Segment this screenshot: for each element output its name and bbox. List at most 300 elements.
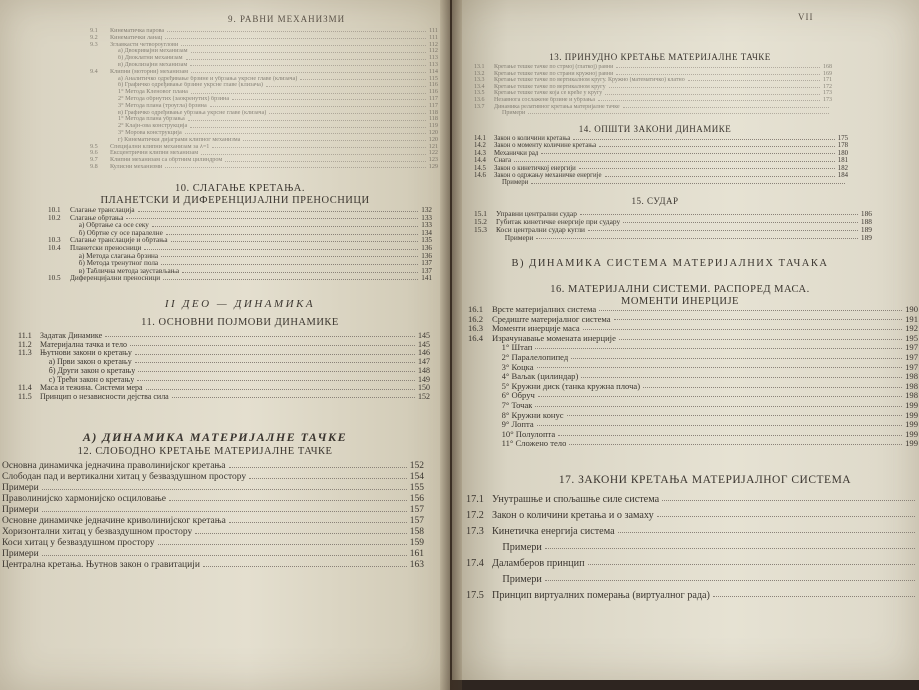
toc-entry <box>90 89 438 96</box>
toc-entry <box>90 144 438 151</box>
book-gutter <box>440 0 462 690</box>
toc-entry-page: 121 <box>428 142 438 150</box>
dot-leader <box>558 434 902 436</box>
toc-entry-page: 114 <box>428 67 438 75</box>
toc-entry-title: Врсте материјалних система <box>492 305 597 314</box>
toc-entry-number: 11.5 <box>18 391 32 401</box>
toc-entry-page: 148 <box>418 365 430 375</box>
dot-leader <box>169 499 407 501</box>
toc-entry <box>474 142 848 149</box>
toc-entry-title: с) Трећи закон о кретању <box>48 375 135 384</box>
toc-entry <box>48 260 432 268</box>
dot-leader <box>531 182 845 184</box>
toc-entry-title: Примери <box>502 574 542 585</box>
toc-entry-page: 146 <box>418 348 430 358</box>
dot-leader <box>232 98 426 100</box>
toc-entry <box>474 77 832 84</box>
toc-entry-title: 2° Паралелопипед <box>501 353 569 362</box>
toc-entry <box>468 411 918 421</box>
toc-entry <box>2 538 424 549</box>
running-head: 9. РАВНИ МЕХАНИЗМИ <box>228 14 346 24</box>
toc-entry-number: 14.5 <box>474 164 486 172</box>
toc-entry-number: 15.1 <box>474 209 487 218</box>
toc-entry-number: 10.2 <box>48 213 61 222</box>
toc-entry <box>90 110 438 117</box>
dot-leader <box>190 64 426 66</box>
toc-entry <box>474 218 872 226</box>
toc-entry-title: а) Аналитичко одређивање брзине и убрзања укрсне главе (клизача) <box>118 75 298 82</box>
toc-entry-title: Примери <box>502 179 529 187</box>
dot-leader <box>623 106 829 108</box>
section-10-title-line-1: 10. СЛАГАЊЕ КРЕТАЊА. <box>175 183 305 194</box>
toc-entry-page: 199 <box>905 438 918 449</box>
toc-entry-page: 111 <box>429 33 438 41</box>
dot-leader <box>619 338 902 340</box>
toc-entry-title: Принцип о независности дејства сила <box>40 392 169 401</box>
toc-entry-page: 155 <box>409 483 424 493</box>
dot-leader <box>171 240 419 242</box>
toc-entry <box>90 96 438 103</box>
toc-entry-page: 136 <box>421 244 432 252</box>
toc-entry-number: 13.5 <box>474 90 485 97</box>
toc-entry-page: 157 <box>409 505 424 515</box>
toc-entry-page: 152 <box>418 391 430 401</box>
dot-leader <box>713 595 915 597</box>
toc-entry-number: 14.2 <box>474 142 486 150</box>
dot-leader <box>135 361 415 363</box>
dot-leader <box>42 554 407 556</box>
toc-entry-title: Задатак Динамике <box>40 332 103 340</box>
toc-entry-page: 178 <box>837 142 848 150</box>
toc-entry-title: б) Други закон о кретању <box>48 366 136 375</box>
toc-entry-number: 11.1 <box>18 331 32 340</box>
dot-leader <box>545 547 915 549</box>
toc-entry-page: 135 <box>421 236 432 245</box>
subpart-a-title: А) ДИНАМИКА МАТЕРИЈАЛНЕ ТАЧКЕ <box>82 430 348 444</box>
toc-entry-title: Примери <box>504 234 534 242</box>
toc-entry-title: Примери <box>502 110 526 117</box>
toc-entry <box>474 97 832 104</box>
toc-entry-page: 199 <box>905 419 918 430</box>
toc-entry-title: Губитак кинетичке енергије при судару <box>496 218 621 226</box>
toc-entry-title: 1° Штап <box>501 343 533 353</box>
dot-leader <box>545 579 915 581</box>
toc-entry-page: 137 <box>421 266 432 275</box>
dot-leader <box>212 146 425 148</box>
toc-entry <box>48 215 432 223</box>
toc-entry-title: Коси централни судар кугли <box>496 226 585 234</box>
toc-entry <box>18 332 430 341</box>
toc-entry-title: б) Графичко одређивање брзине укрсне главе (клизача) <box>118 82 263 89</box>
toc-entry-title: Коси хитац у безваздушном простору <box>2 538 155 548</box>
dot-leader <box>144 248 418 250</box>
dot-leader <box>137 379 415 381</box>
toc-entry-page: 152 <box>409 461 424 471</box>
toc-entry <box>90 150 438 157</box>
toc-entry-page: 181 <box>837 157 848 165</box>
toc-entry-title: Закон о моменту количине кретања <box>494 142 597 150</box>
dot-leader <box>203 565 407 567</box>
toc-entry-page: 173 <box>823 97 832 103</box>
toc-entry <box>48 230 432 238</box>
toc-entry-page: 199 <box>905 409 918 420</box>
toc-entry-page: 198 <box>905 390 918 401</box>
toc-entry-page: 197 <box>905 352 918 362</box>
toc-entry <box>90 116 438 123</box>
toc-entry-title: 1° Метода плана убрзања <box>118 116 185 123</box>
toc-entry-title: Кретање тешке тачке по стрмој (глаткој) равни <box>494 64 614 70</box>
toc-entry-page: 113 <box>428 61 438 68</box>
toc-entry-number: 15.3 <box>474 225 487 234</box>
toc-entry <box>474 64 832 71</box>
toc-entry-page: 186 <box>860 209 872 218</box>
toc-entry-page: 154 <box>409 472 424 482</box>
section-13-title: 13. ПРИНУДНО КРЕТАЊЕ МАТЕРИЈАЛНЕ ТАЧКЕ <box>549 52 771 62</box>
toc-entry <box>466 588 918 604</box>
toc-entry-number: 9.4 <box>90 67 98 75</box>
toc-entry <box>468 363 918 373</box>
dot-leader <box>537 424 902 426</box>
toc-entry <box>90 103 438 110</box>
toc-entry-number: 10.4 <box>48 244 61 252</box>
toc-entry <box>2 461 424 472</box>
toc-entry-page: 188 <box>860 217 872 226</box>
page-number: VII <box>798 12 814 22</box>
toc-entry-title: Даламберов принцип <box>492 558 585 569</box>
toc-entry-title: Закон о кинетичкој енергији <box>494 164 576 172</box>
toc-entry <box>90 62 438 69</box>
toc-entry-number: 13.2 <box>474 70 485 77</box>
toc-entry <box>90 82 438 89</box>
toc-entry-title: в) Двоклизајни механизам <box>118 62 188 68</box>
toc-entry-page: 145 <box>418 339 430 349</box>
dot-leader <box>599 309 902 311</box>
toc-entry <box>474 84 832 91</box>
dot-leader <box>535 347 902 349</box>
toc-entry-number: 16.4 <box>468 332 484 343</box>
toc-entry <box>474 104 832 111</box>
dot-leader <box>165 166 425 168</box>
toc-entry-page: 134 <box>421 228 432 237</box>
toc-entry-title: Кулисни механизми <box>110 164 163 170</box>
toc-entry-number: 14.6 <box>474 172 486 179</box>
dot-leader <box>186 58 426 60</box>
toc-entry <box>18 358 430 367</box>
toc-entry <box>90 76 438 83</box>
subpart-b-title: В) ДИНАМИКА СИСТЕМА МАТЕРИЈАЛНИХ ТАЧАКА <box>511 258 829 269</box>
toc-entry <box>2 494 424 505</box>
toc-entry-page: 145 <box>418 331 430 340</box>
toc-entry <box>468 343 918 353</box>
section-14-title: 14. ОПШТИ ЗАКОНИ ДИНАМИКЕ <box>578 124 732 134</box>
dot-leader <box>165 37 426 39</box>
toc-entry-page: 169 <box>823 70 832 77</box>
dot-leader <box>569 443 902 445</box>
section-16-title-line-2: МОМЕНТИ ИНЕРЦИЈЕ <box>621 296 739 307</box>
toc-entry <box>18 376 430 385</box>
dot-leader <box>528 112 829 114</box>
dot-leader <box>616 66 820 68</box>
toc-entry-title: Слагање транслације и обртања <box>70 237 168 245</box>
dot-leader <box>541 152 834 154</box>
dot-leader <box>609 86 820 88</box>
toc-entry <box>90 28 438 35</box>
toc-entry <box>474 165 848 172</box>
toc-entry-page: 173 <box>823 90 832 97</box>
toc-entry <box>90 123 438 130</box>
toc-entry-title: Динамика релативног кретања материјалне тачке <box>494 103 620 110</box>
toc-entry <box>48 237 432 245</box>
toc-entry-title: Хоризонтални хитац у безваздушном простору <box>2 527 193 537</box>
toc-entry-number: 17.2 <box>466 510 484 521</box>
dot-leader <box>158 543 407 545</box>
toc-entry-number: 13.7 <box>474 103 485 110</box>
toc-entry <box>468 382 918 392</box>
toc-entry-title: Примери <box>2 549 39 559</box>
toc-entry <box>474 210 872 218</box>
toc-entry-page: 197 <box>905 342 918 353</box>
toc-entry <box>474 150 848 157</box>
toc-entry-number: 10.5 <box>48 274 61 283</box>
dot-leader <box>598 99 820 101</box>
toc-entry-title: Принцип виртуалних померања (виртуалног рада) <box>492 590 710 601</box>
dot-leader <box>588 563 915 565</box>
toc-entry <box>90 48 438 55</box>
dot-leader <box>152 225 418 227</box>
toc-entry-page: 195 <box>905 332 918 343</box>
toc-entry-number: 9.6 <box>90 149 98 157</box>
toc-entry-page: 192 <box>905 323 918 334</box>
dot-leader <box>243 139 425 141</box>
toc-entry-title: Механички рад <box>494 149 539 157</box>
dot-leader <box>662 499 915 501</box>
toc-entry-page: 150 <box>418 383 430 393</box>
toc-entry-page: 120 <box>428 129 438 136</box>
toc-entry <box>48 222 432 230</box>
toc-entry <box>474 135 848 142</box>
toc-entry <box>90 130 438 137</box>
dot-leader <box>135 353 415 355</box>
toc-entry <box>48 245 432 253</box>
toc-entry-title: Примери <box>2 505 39 515</box>
dot-leader <box>181 44 426 46</box>
toc-entry-title: б) Двоклатни механизам <box>118 55 183 62</box>
toc-entry <box>468 430 918 440</box>
toc-entry <box>2 516 424 527</box>
dot-leader <box>266 85 426 87</box>
toc-entry-title: Снага <box>494 157 511 165</box>
toc-entry <box>90 55 438 62</box>
toc-entry-page: 118 <box>428 108 438 116</box>
toc-entry <box>2 560 424 571</box>
toc-entry <box>2 505 424 516</box>
dot-leader <box>42 510 407 512</box>
toc-entry-title: Зглавкасти четвороуглови <box>110 41 179 48</box>
toc-entry-title: Праволинијско хармонијско осциловање <box>2 494 166 504</box>
toc-entry-title: Њутнови закони о кретању <box>40 349 132 358</box>
toc-entry <box>90 164 438 171</box>
toc-entry-page: 120 <box>428 135 438 143</box>
toc-entry-title: Кретање тешке тачке по страни кружној равни <box>494 70 614 77</box>
dot-leader <box>188 119 426 121</box>
dot-leader <box>42 488 407 490</box>
dot-leader <box>573 138 835 140</box>
dot-leader <box>229 466 407 468</box>
toc-entry <box>466 492 918 508</box>
dot-leader <box>195 532 407 534</box>
toc-entry-number: 17.3 <box>466 526 484 537</box>
toc-entry-number: 15.2 <box>474 217 487 226</box>
toc-entry <box>90 42 438 49</box>
dot-leader <box>190 126 426 128</box>
section-11-title: 11. ОСНОВНИ ПОЈМОВИ ДИНАМИКЕ <box>141 317 339 328</box>
dot-leader <box>225 160 425 162</box>
dot-leader <box>167 30 426 32</box>
toc-entry-page: 147 <box>418 357 430 367</box>
toc-entry-title: 11° Сложено тело <box>501 439 567 449</box>
dot-leader <box>201 153 426 155</box>
dot-leader <box>161 263 418 265</box>
toc-entry-page: 129 <box>428 163 438 170</box>
toc-entry-title: Слагање обртања <box>70 214 124 222</box>
toc-entry-number: 9.5 <box>90 142 98 150</box>
toc-entry-page: 198 <box>905 371 918 382</box>
toc-entry <box>18 341 430 350</box>
toc-entry-page: 116 <box>428 88 438 96</box>
toc-entry-number: 10.1 <box>48 206 61 214</box>
toc-entry-page: 189 <box>860 225 872 234</box>
toc-entry-number: 9.2 <box>90 33 98 41</box>
toc-entry <box>468 315 918 325</box>
dot-leader <box>643 386 902 388</box>
toc-entry-title: 4° Ваљак (цилиндар) <box>501 372 579 382</box>
dot-leader <box>599 145 835 147</box>
toc-entry-title: Управни централни судар <box>496 210 577 218</box>
toc-entry <box>48 207 432 215</box>
toc-entry-number: 11.4 <box>18 383 32 393</box>
toc-entry <box>2 527 424 538</box>
toc-entry-title: Маса и тежина. Системи мера <box>40 384 143 393</box>
toc-entry-page: 182 <box>837 164 848 172</box>
toc-entry-title: Незавнога сослажене брзине и убрзања <box>494 97 595 103</box>
toc-entry-title: в) Графичко одређивање убрзања укрсне главе (клизача) <box>118 109 267 116</box>
toc-entry <box>2 483 424 494</box>
toc-entry-number: 16.2 <box>468 313 484 324</box>
toc-entry-title: а) Први закон о кретању <box>48 358 132 367</box>
toc-entry-title: Кинематичка парова <box>110 28 165 34</box>
dot-leader <box>269 112 426 114</box>
toc-entry-title: Клипни механизам са обртним цилиндром <box>110 157 223 164</box>
toc-entry-page: 161 <box>409 549 424 559</box>
toc-entry <box>474 179 848 186</box>
toc-entry <box>468 372 918 382</box>
toc-entry-title: Закон о количини кретања и о замаху <box>492 510 654 521</box>
toc-entry-page: 190 <box>905 304 918 314</box>
toc-entry-title: Средиште материјалног система <box>492 314 611 324</box>
toc-entry <box>474 234 872 242</box>
dot-leader <box>146 388 415 390</box>
toc-entry <box>466 540 918 556</box>
toc-entry <box>474 110 832 117</box>
toc-entry-title: Примери <box>2 483 39 493</box>
section-10-title-line-2: ПЛАНЕТСКИ И ДИФЕРЕНЦИЈАЛНИ ПРЕНОСНИЦИ <box>100 195 370 206</box>
toc-entry-page: 133 <box>421 221 432 230</box>
toc-entry-title: 2° Метода обрнутих (заокренутих) брзина <box>118 96 230 102</box>
toc-entry-title: 10° Полулопта <box>501 429 556 439</box>
section-15-title: 15. СУДАР <box>631 196 679 206</box>
toc-entry-number: 10.3 <box>48 236 61 245</box>
toc-entry-page: 189 <box>860 233 872 242</box>
toc-entry-title: Закон о одржању механичке енергије <box>494 172 602 179</box>
toc-entry <box>2 472 424 483</box>
toc-entry-page: 163 <box>409 560 424 570</box>
toc-entry <box>468 420 918 430</box>
toc-entry <box>90 157 438 164</box>
dot-leader <box>605 93 820 95</box>
dot-leader <box>191 92 426 94</box>
toc-entry <box>468 334 918 344</box>
toc-entry-number: 9.7 <box>90 156 98 164</box>
toc-entry-title: 6° Обруч <box>501 391 535 401</box>
toc-entry-number: 16.1 <box>468 304 484 314</box>
toc-entry-page: 184 <box>837 172 848 179</box>
toc-entry-page: 191 <box>905 313 918 324</box>
toc-entry-page: 171 <box>823 77 832 84</box>
toc-entry-page: 115 <box>428 74 438 82</box>
toc-entry-title: а) Двокривајни механизам <box>118 48 188 55</box>
section-16-title-line-1: 16. МАТЕРИЈАЛНИ СИСТЕМИ. РАСПОРЕД МАСА. <box>550 284 810 295</box>
toc-entry-title: Закон о количини кретања <box>494 135 571 142</box>
dot-leader <box>657 515 915 517</box>
dot-leader <box>130 344 415 346</box>
toc-entry-page: 136 <box>421 251 432 260</box>
dot-leader <box>538 395 902 397</box>
dot-leader <box>605 175 835 177</box>
toc-entry-title: Кинематички ланац <box>110 34 163 41</box>
toc-entry-page: 112 <box>428 47 438 55</box>
toc-entry <box>474 71 832 78</box>
toc-entry-page: 168 <box>823 64 832 70</box>
dot-leader <box>588 229 858 231</box>
toc-entry-title: Унутрашње и спољашње силе система <box>492 494 660 505</box>
toc-entry-page: 197 <box>905 361 918 372</box>
toc-entry-page: 116 <box>428 81 438 89</box>
toc-entry-number: 11.2 <box>18 339 32 349</box>
toc-entry <box>468 324 918 334</box>
toc-entry-page: 159 <box>409 538 424 548</box>
toc-entry-title: Слагање транслација <box>70 207 135 214</box>
dot-leader <box>191 71 426 73</box>
toc-entry-page: 117 <box>428 95 438 102</box>
dot-leader <box>105 335 415 337</box>
toc-entry-number: 13.1 <box>474 64 485 70</box>
toc-entry-title: б) Метода тренутног пола <box>78 260 159 268</box>
dot-leader <box>126 217 418 219</box>
toc-entry-page: 199 <box>905 428 918 439</box>
toc-entry-page: 113 <box>428 54 438 62</box>
toc-entry <box>48 268 432 276</box>
toc-entry-title: Слободан пад и вертикални хитац у безваздушном простору <box>2 472 247 482</box>
dot-leader <box>535 405 902 407</box>
toc-entry-number: 17.4 <box>466 558 484 569</box>
toc-entry-title: Моменти инерције маса <box>492 324 580 334</box>
toc-entry-number: 14.3 <box>474 149 486 157</box>
toc-entry-number: 17.1 <box>466 494 484 505</box>
toc-entry <box>90 69 438 76</box>
dot-leader <box>537 366 903 368</box>
dot-leader <box>249 477 407 479</box>
dot-leader <box>166 233 418 235</box>
